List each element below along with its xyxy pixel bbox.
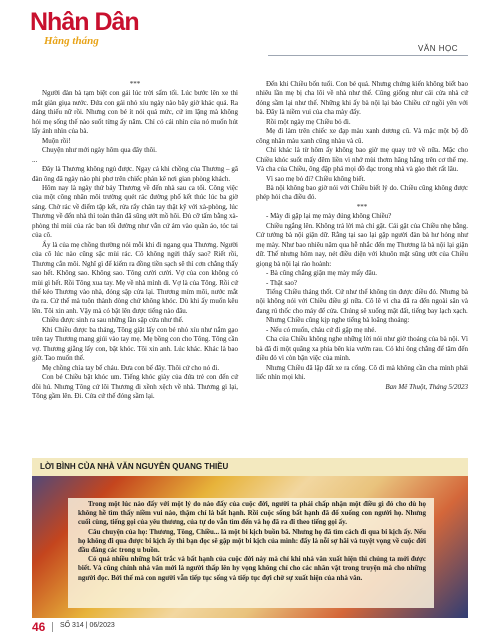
right-column-paragraph: Rồi một ngày mẹ Chiều bỏ đi. xyxy=(266,117,351,126)
issue-info: SỐ 314 | 06/2023 xyxy=(60,622,115,629)
comment-paragraph: Có quá nhiều những bất trắc và bất hạnh của cuộc đời này mà chỉ khi nhà văn xuất hiện thì chúng ta mới được biết. Và cũng chính nhà văn mới là người thấp lên hy vọng không chỉ cho các nhân vật trong truyện mà cho những người đọc. Bởi thế mà con người vẫn tiếp tục sống và tiếp tục đợi chờ sự xuất hiện của nhà văn. xyxy=(78,555,426,582)
right-column-paragraph: Mẹ đi làm trên chiếc xe đạp màu xanh dương cũ. Và mặc một bộ đồ công nhân màu xanh cũng nhàu và cũ. xyxy=(256,127,468,145)
article-left-column xyxy=(32,80,238,401)
comment-text xyxy=(78,500,426,583)
right-column-paragraph: Cha của Chiều không nghe những lời nói như giờ thoáng của bà nội. Vì bà đã đi một quãng xa phía bên kia vườn rau. Có khi ông chẳng để tâm đến điều đó vì còn bận việc của mình. xyxy=(256,335,468,363)
comment-paragraph: Câu chuyện của họ: Thương, Tông, Chiều... là một bi kịch buồn bã. Nhưng họ đã tìm cách đi qua bi kịch ấy. Nếu họ không đi qua được bi kịch ấy thì bạn đọc sẽ gặp một bi kịch của mình: đấy là nỗi sợ hãi và tuyệt vọng về cuộc đời đầu đàng các trong u buồn. xyxy=(78,527,426,555)
comment-box-title: LỜI BÌNH CỦA NHÀ VĂN NGUYỄN QUANG THIỀU xyxy=(40,462,229,471)
footer-divider xyxy=(52,622,53,632)
left-column-paragraph: Khi Chiều được ba tháng, Tông giật lấy con bé nhỏ xíu như nắm gạo trên tay Thương mang giúi vào tay mẹ. Mẹ bồng con cho Tông. Tông cần vợ. Thương giằng lấy con, bật khóc. Tôi xin anh. Lúc khác. Khác là bao giờ. Tao muốn thế. xyxy=(32,325,238,363)
right-column-paragraph: Vì sao mẹ bỏ đi? Chiều không biết. xyxy=(266,174,366,183)
right-column-paragraph: Ban Mê Thuột, Tháng 5/2023 xyxy=(385,382,468,391)
left-column-paragraph: Mẹ chồng chìa tay bế cháu. Đưa con bế đây. Thôi cứ cho nó đi. xyxy=(42,363,220,372)
right-column-paragraph: Chỉ khác là từ hôm ấy không bao giờ mẹ quay trở về nữa. Mặc cho Chiều khóc suốt mấy đêm liền vì nhớ mùi thơm hăng hắng trên cơ thể mẹ. Và cha của Chiều, ông đập phá mọi đồ đạc trong nhà và gào thét rất lâu. xyxy=(256,146,468,174)
page-footer xyxy=(0,620,500,637)
right-column-paragraph: Nhưng Chiều cũng kịp nghe tiếng bà loãng thoảng: xyxy=(266,316,410,325)
comment-box xyxy=(32,458,468,618)
header-divider xyxy=(268,55,468,56)
left-column-paragraph: Con bé Chiều bật khóc um. Tiếng khóc giày của đứa trẻ con đến cứ dồi hú. Nhưng Tông cứ lôi Thương đi xềnh xệch về nhà. Thương gì lại, Tông gầm lên. Đi. Cửa cứ thế đóng sầm lại. xyxy=(32,373,238,400)
left-column-paragraph: Muộn rồi! xyxy=(42,136,71,145)
page-header xyxy=(0,0,500,80)
right-column-paragraph: Bà nội không bao giờ nói với Chiều biết lý do. Chiều cũng không được phép hỏi cha điều đó. xyxy=(256,183,468,202)
article-right-column xyxy=(256,80,468,392)
left-column-paragraph: *** xyxy=(129,80,141,88)
comment-paragraph: Trong một lúc nào đấy với một lý do nào đấy của cuộc đời, người ta phải chấp nhận một điều gì đó cho dù họ không hề tìm thấy niềm vui nào, thậm chí là bất hạnh. Rồi cuộc sống bất hạnh đã đổ xuống con người họ. Nhưng cuối cùng, tiếng gọi của yêu thương, của tự do vẫn tìm đến và họ đã ra đi theo tiếng gọi ấy. xyxy=(78,500,426,527)
left-column-paragraph: Chuyện như mới ngày hôm qua đây thôi. xyxy=(42,146,157,155)
section-label: VĂN HỌC xyxy=(418,44,458,53)
page-number: 46 xyxy=(32,620,46,634)
right-column-paragraph: Tiếng Chiều tháng thốt. Cứ như thể không tin được điều đó. Nhưng bà nội không nói với Chiều điều gì nữa. Cô lê vì cha đã ra đến ngoài sân và đang rú thốc cho máy để cửa. Chúng sẽ xuống mặt đất, tiếng bay lạch xạch. xyxy=(256,287,468,315)
left-column-paragraph: Hôm nay là ngày thứ bảy Thương về đến nhà sau ca tối. Công việc của một công nhân môi trường quét rác đường phố kết thúc lúc ba giờ sáng. Chờ rác về điểm tập kết, rửa rẩy chân tay thật kỹ với xà-phòng, lúc Thương về đến nhà thì toàn thân đã sũng ướt mồ hôi. Đủ cỡ tấm bằng xà-phòng thì mùi của rác ban tối đường như vẫn cứ ám vào quần áo, tóc tai của cô. xyxy=(32,183,238,240)
right-column-paragraph: Đến khi Chiều bốn tuổi. Con bé quá. Nhưng chứng kiến không biết bao nhiêu lần mẹ bị cha lôi về nhà như thế. Cũng giống như cái cửa nhà cứ đóng sầm lại như thế. Những khi ấy bà nội lại bảo Chiều cứ ngồi yên với bà. Đây là niềm vui của cha mày đấy. xyxy=(256,80,468,117)
logo-sub-text: Hằng tháng xyxy=(44,35,99,47)
left-column-paragraph: Ấy là của mẹ chồng thường nói mỗi khi đi ngang qua Thương. Người của cô lúc nào cũng sặc mùi rác. Cô không ngửi thấy sao? Riết rồi, Thương cắn môi. Nghĩ gì để kiếm ra đồng tiền sạch sẽ thì cơn chẳng thấy sao hết. Không sao. Không sao. Tông cười cười. Vợ của con không có mùi gì hết. Rồi Tông xua tay. Mẹ về nhà mình đi. Vợ là của Tông. Rồi cứ thế kéo Thương vào nhà, đóng sập cửa lại. Thương mím môi, nước mắt ứa ra. Cứ thế mà tuôn thành dòng chứ không khóc. Dù khi ấy muốn kêu lên. Tôi xin anh. Vậy mà có bật lên được tiếng nào đâu. xyxy=(32,240,238,315)
left-column-paragraph: Chiều được sinh ra sau những lần sập cửa như thế. xyxy=(42,316,184,325)
right-column-paragraph: *** xyxy=(356,202,368,211)
left-column-paragraph: ... xyxy=(32,155,38,164)
right-column-paragraph: - Nếu có muốn, cháu cứ đi gặp mẹ nhé. xyxy=(266,325,377,334)
right-column-paragraph: - Bà cũng chẳng giận mẹ mày mấy đâu. xyxy=(266,269,377,278)
left-column-paragraph: Đây là Thương không ngủ được. Ngay cả khi chồng của Thương – gã đàn ông đã ngày nào phi phơ trên chiếc phản kê nơi gian phòng khách. xyxy=(32,165,238,183)
logo-main-text: Nhân Dân xyxy=(30,8,139,36)
left-column-paragraph: Người đàn bà tạm biệt con gái lúc trời sẩm tối. Lúc bước lên xe thì mắt giàn giụa nước. Đứa con gái nhỏ xíu ngày nào bây giờ khác quá. Ra dáng thiếu nữ rồi. Nhưng con bé ít nói quá mức, cứ im lặng mà không hỏi mẹ sống thế nào suốt từng ấy năm. Chỉ có cái nhìn của nó muốn hút lấy ánh nhìn của bà. xyxy=(32,89,238,136)
publication-logo xyxy=(30,8,139,58)
right-column-paragraph: - Thật sao? xyxy=(266,278,297,287)
right-column-paragraph: Chiều ngắng lên. Không trả lời mà chỉ gật. Cái gật của Chiều nhẹ bẫng. Cứ tưởng bà nội giận dữ. Rằng tại sao lại gặp người đàn bà hư hỏng như mẹ mày. Như bao nhiêu năm qua hễ nhắc đến mẹ Thương là bà nội lại giận dữ. Thế nhưng hôm nay, nét điều diện với khuôn mặt sũng ướt của Chiều giọng bà nội lại rào hoành: xyxy=(256,221,468,268)
right-column-paragraph: - Mày đi gặp lại mẹ mày đúng không Chiều? xyxy=(266,212,392,221)
right-column-paragraph: Nhưng Chiều đã lập đất xe ra cổng. Cô đi mà không cần cha mình phải liếc nhìn mọi khi. xyxy=(256,363,468,382)
